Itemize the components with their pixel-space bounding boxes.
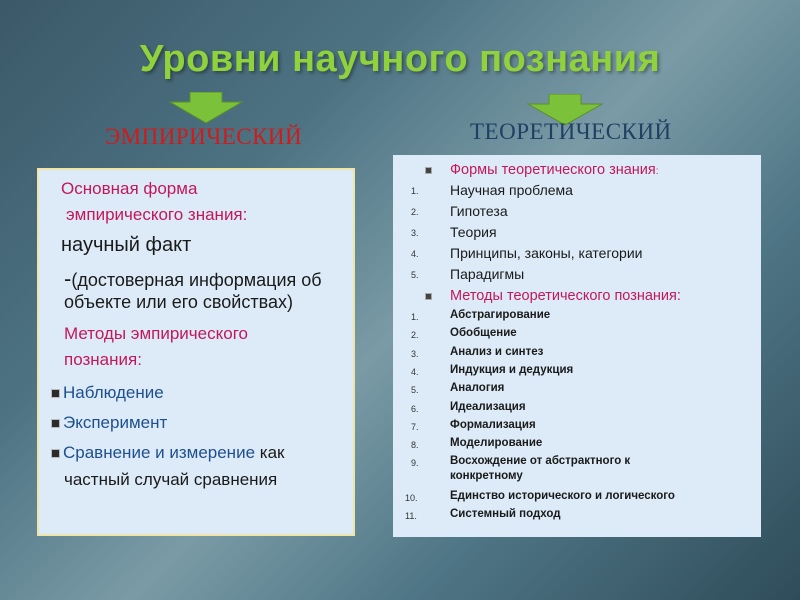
list-number: 4. bbox=[411, 366, 419, 377]
list-text: Принципы, законы, категории bbox=[450, 245, 643, 261]
list-number: 10. bbox=[405, 492, 418, 503]
method-comparison bbox=[51, 443, 284, 463]
fact-definition-1 bbox=[64, 266, 322, 292]
list-number: 7. bbox=[411, 421, 419, 432]
forms-colon: : bbox=[655, 166, 659, 177]
list-text: Парадигмы bbox=[450, 266, 525, 282]
list-number: 9. bbox=[411, 458, 419, 469]
list-number: 3. bbox=[411, 228, 419, 238]
list-text: Восхождение от абстрактного к bbox=[450, 455, 631, 468]
empirical-box bbox=[37, 168, 355, 536]
list-text: Формализация bbox=[450, 418, 536, 431]
list-number: 8. bbox=[411, 440, 419, 451]
fact-definition-2: объекте или его свойствах) bbox=[64, 292, 293, 312]
dash: - bbox=[64, 266, 72, 291]
bullet-icon bbox=[51, 449, 60, 458]
list-text: Гипотеза bbox=[450, 203, 508, 219]
list-text: Научная проблема bbox=[450, 182, 573, 198]
method-experiment bbox=[51, 413, 167, 433]
scientific-fact: научный факт bbox=[61, 234, 192, 256]
list-text: Моделирование bbox=[450, 437, 543, 450]
list-text: конкретному bbox=[450, 470, 523, 483]
form-line-2: эмпирического знания: bbox=[66, 205, 248, 224]
methods-heading-text: Методы теоретического познания: bbox=[450, 288, 681, 304]
list-number: 5. bbox=[411, 270, 419, 280]
method-label: Наблюдение bbox=[63, 383, 164, 402]
list-number: 5. bbox=[411, 385, 419, 396]
list-text: Идеализация bbox=[450, 400, 526, 413]
list-number: 1. bbox=[411, 312, 419, 322]
theoretical-box bbox=[393, 155, 761, 537]
bullet-icon bbox=[425, 293, 432, 300]
list-number: 3. bbox=[411, 348, 419, 359]
list-text: Обобщение bbox=[450, 327, 517, 340]
form-line-1: Основная форма bbox=[61, 179, 198, 198]
list-text: Анализ и синтез bbox=[450, 345, 544, 358]
method-label: Сравнение и измерение bbox=[63, 443, 256, 462]
theoretical-heading: ТЕОРЕТИЧЕСКИЙ bbox=[470, 119, 672, 144]
forms-heading-text: Формы теоретического знания bbox=[450, 162, 656, 178]
list-text: Абстрагирование bbox=[450, 309, 551, 321]
definition-text-1: (достоверная информация об bbox=[71, 270, 322, 290]
method-comparison-cont: частный случай сравнения bbox=[64, 470, 278, 489]
list-text: Системный подход bbox=[450, 508, 561, 520]
bullet-icon bbox=[425, 167, 432, 174]
method-suffix: как bbox=[255, 443, 285, 462]
bullet-icon bbox=[51, 389, 60, 398]
list-number: 2. bbox=[411, 207, 419, 217]
empirical-heading: ЭМПИРИЧЕСКИЙ bbox=[105, 124, 303, 149]
list-text: Единство исторического и логического bbox=[450, 489, 675, 502]
list-text: Индукция и дедукция bbox=[450, 363, 574, 376]
list-number: 1. bbox=[411, 186, 419, 196]
down-arrow-icon-left bbox=[168, 92, 244, 124]
methods-line-2: познания: bbox=[64, 350, 142, 369]
list-number: 6. bbox=[411, 403, 419, 414]
bullet-icon bbox=[51, 419, 60, 428]
list-number: 4. bbox=[411, 249, 419, 259]
method-observation bbox=[51, 383, 164, 403]
list-text: Аналогия bbox=[450, 382, 505, 395]
methods-line-1: Методы эмпирического bbox=[64, 324, 248, 343]
list-text: Теория bbox=[450, 224, 497, 240]
method-label: Эксперимент bbox=[63, 413, 168, 432]
list-number: 11. bbox=[405, 511, 417, 521]
list-number: 2. bbox=[411, 330, 419, 341]
slide-title: Уровни научного познания bbox=[139, 38, 661, 80]
